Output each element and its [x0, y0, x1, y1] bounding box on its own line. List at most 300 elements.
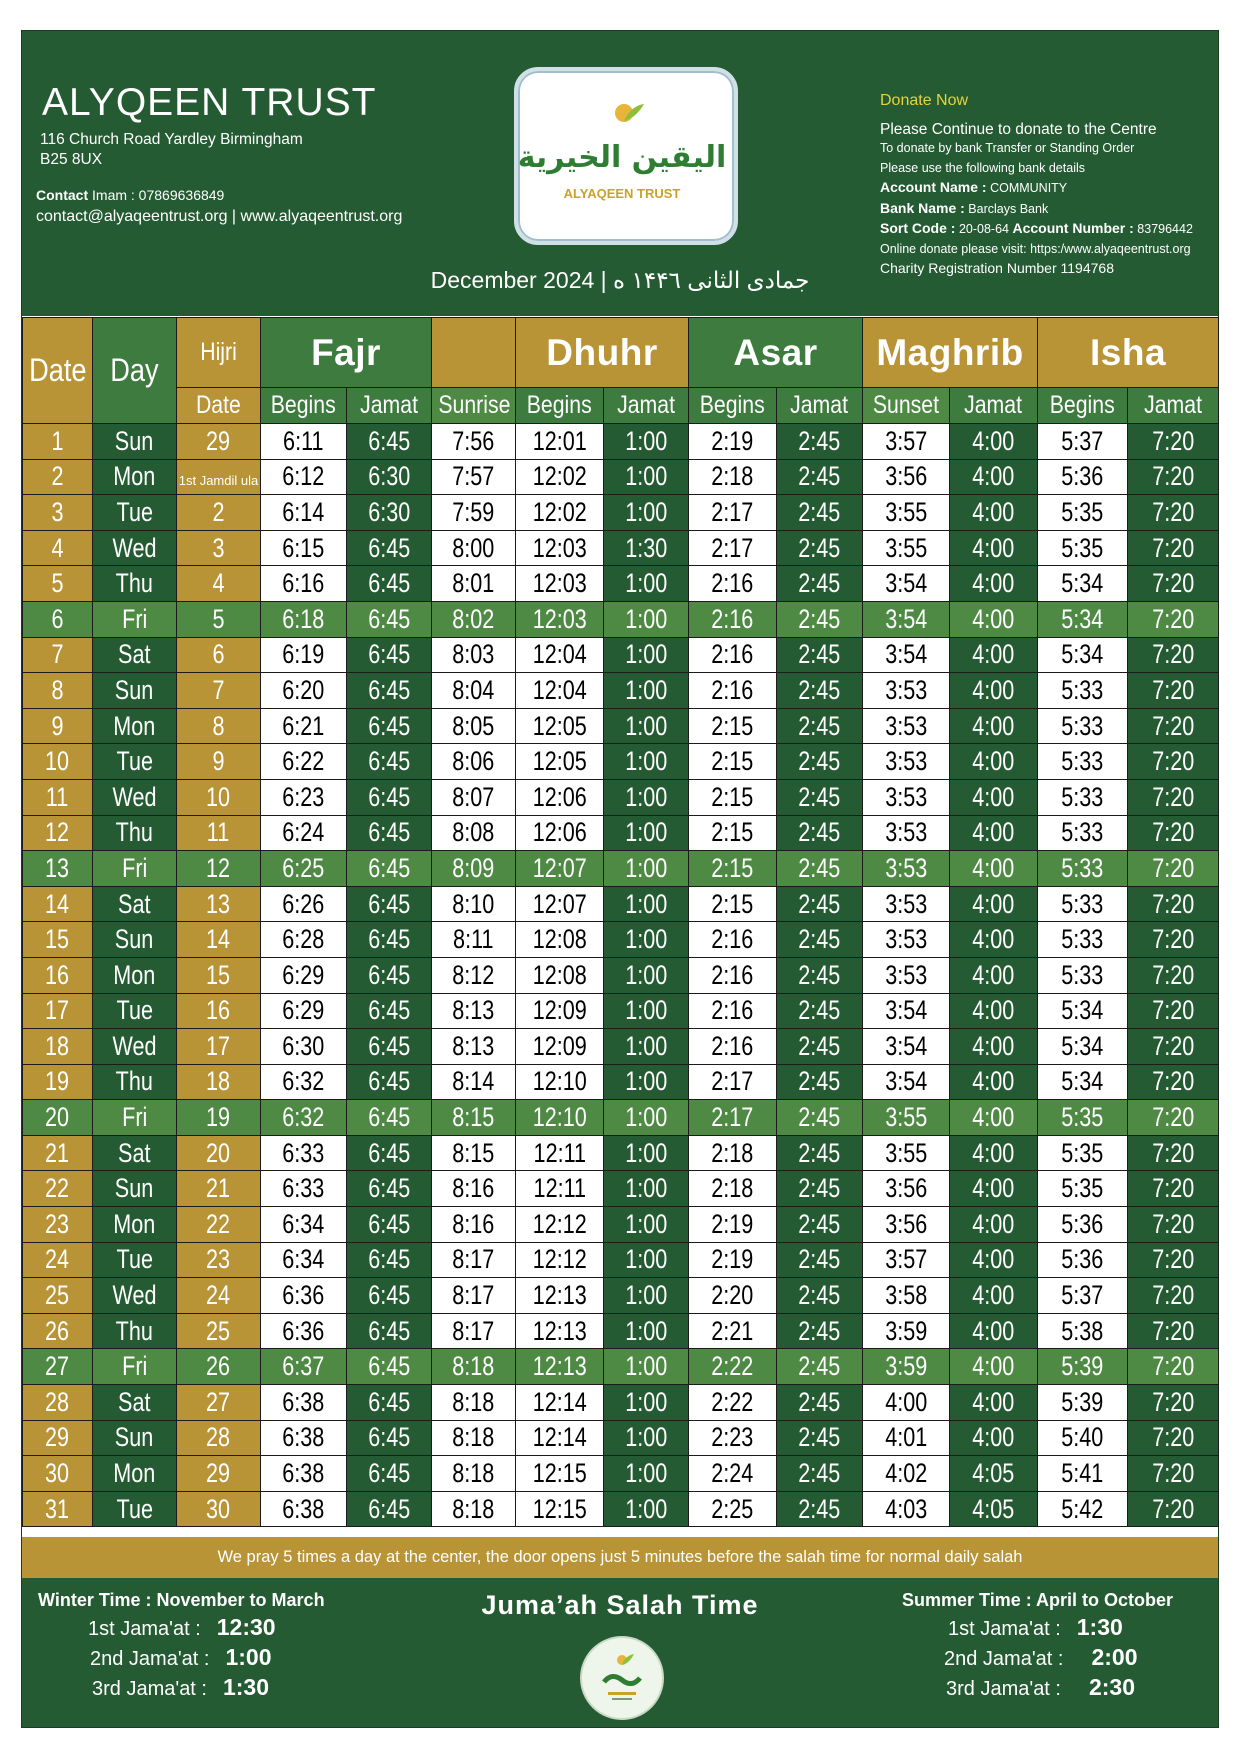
cell-day: Sat [93, 1135, 177, 1171]
cell-sunset: 3:56 [863, 1207, 950, 1243]
cell-dhuhr-jamat: 1:00 [604, 744, 689, 780]
cell-date: 18 [23, 1029, 93, 1065]
cell-dhuhr-begins: 12:06 [516, 815, 604, 851]
cell-dhuhr-begins: 12:05 [516, 744, 604, 780]
cell-sunrise: 8:11 [432, 922, 516, 958]
cell-hijri: 20 [177, 1135, 261, 1171]
cell-dhuhr-begins: 12:05 [516, 708, 604, 744]
cell-dhuhr-jamat: 1:00 [604, 1385, 689, 1421]
cell-dhuhr-begins: 12:01 [516, 424, 604, 460]
cell-sunrise: 8:06 [432, 744, 516, 780]
cell-date: 27 [23, 1349, 93, 1385]
cell-asar-begins: 2:16 [689, 922, 777, 958]
cell-date: 20 [23, 1100, 93, 1136]
cell-asar-jamat: 2:45 [777, 495, 863, 531]
cell-asar-begins: 2:19 [689, 1207, 777, 1243]
header-hijri-bottom: Date [177, 388, 261, 424]
cell-isha-begins: 5:33 [1038, 815, 1128, 851]
cell-asar-jamat: 2:45 [777, 1207, 863, 1243]
cell-isha-jamat: 7:20 [1128, 708, 1219, 744]
cell-isha-begins: 5:33 [1038, 851, 1128, 887]
cell-isha-begins: 5:35 [1038, 1171, 1128, 1207]
cell-fajr-begins: 6:15 [261, 530, 347, 566]
cell-isha-jamat: 7:20 [1128, 815, 1219, 851]
cell-sunset: 3:55 [863, 1135, 950, 1171]
cell-isha-jamat: 7:20 [1128, 1420, 1219, 1456]
cell-dhuhr-begins: 12:10 [516, 1064, 604, 1100]
contact-imam: Imam : 07869636849 [92, 187, 225, 203]
cell-dhuhr-jamat: 1:00 [604, 708, 689, 744]
cell-sunrise: 8:15 [432, 1100, 516, 1136]
cell-isha-jamat: 7:20 [1128, 1456, 1219, 1492]
cell-fajr-begins: 6:33 [261, 1135, 347, 1171]
cell-hijri: 9 [177, 744, 261, 780]
cell-dhuhr-begins: 12:15 [516, 1491, 604, 1527]
cell-hijri: 12 [177, 851, 261, 887]
cell-date: 15 [23, 922, 93, 958]
cell-fajr-begins: 6:18 [261, 601, 347, 637]
cell-sunset: 3:54 [863, 601, 950, 637]
cell-maghrib-jamat: 4:00 [950, 1064, 1038, 1100]
contact-email-web: contact@alyaqeentrust.org | www.alyaqeentrust.org [36, 208, 403, 225]
cell-asar-jamat: 2:45 [777, 957, 863, 993]
cell-sunset: 3:53 [863, 744, 950, 780]
cell-maghrib-jamat: 4:00 [950, 993, 1038, 1029]
cell-isha-begins: 5:33 [1038, 886, 1128, 922]
cell-fajr-begins: 6:37 [261, 1349, 347, 1385]
cell-dhuhr-jamat: 1:00 [604, 1171, 689, 1207]
cell-day: Wed [93, 1029, 177, 1065]
table-row [23, 566, 1219, 602]
cell-isha-begins: 5:33 [1038, 673, 1128, 709]
cell-maghrib-jamat: 4:00 [950, 601, 1038, 637]
cell-sunrise: 8:10 [432, 886, 516, 922]
cell-asar-begins: 2:25 [689, 1491, 777, 1527]
cell-hijri: 18 [177, 1064, 261, 1100]
cell-sunrise: 8:01 [432, 566, 516, 602]
cell-asar-jamat: 2:45 [777, 922, 863, 958]
donate-line-3: Please use the following bank details [880, 160, 1085, 175]
cell-sunset: 3:53 [863, 673, 950, 709]
cell-date: 24 [23, 1242, 93, 1278]
cell-sunset: 3:53 [863, 851, 950, 887]
cell-fajr-jamat: 6:45 [347, 1100, 432, 1136]
cell-fajr-begins: 6:36 [261, 1313, 347, 1349]
header-dhuhr-begins: Begins [516, 388, 604, 424]
table-row [23, 637, 1219, 673]
cell-hijri: 25 [177, 1313, 261, 1349]
header-asar-jamat: Jamat [777, 388, 863, 424]
cell-maghrib-jamat: 4:05 [950, 1456, 1038, 1492]
cell-dhuhr-jamat: 1:00 [604, 1029, 689, 1065]
table-row [23, 1491, 1219, 1527]
cell-fajr-jamat: 6:45 [347, 424, 432, 460]
cell-fajr-jamat: 6:45 [347, 815, 432, 851]
cell-maghrib-jamat: 4:00 [950, 922, 1038, 958]
header-hijri-top: Hijri [177, 318, 261, 388]
cell-dhuhr-begins: 12:14 [516, 1420, 604, 1456]
cell-sunset: 3:59 [863, 1313, 950, 1349]
cell-date: 7 [23, 637, 93, 673]
cell-sunrise: 8:16 [432, 1171, 516, 1207]
cell-asar-jamat: 2:45 [777, 637, 863, 673]
table-row [23, 1064, 1219, 1100]
cell-isha-begins: 5:40 [1038, 1420, 1128, 1456]
cell-day: Mon [93, 957, 177, 993]
cell-asar-begins: 2:15 [689, 851, 777, 887]
cell-maghrib-jamat: 4:00 [950, 1100, 1038, 1136]
header-fajr-jamat: Jamat [347, 388, 432, 424]
cell-hijri: 8 [177, 708, 261, 744]
cell-fajr-jamat: 6:45 [347, 851, 432, 887]
cell-sunrise: 8:03 [432, 637, 516, 673]
cell-hijri: 30 [177, 1491, 261, 1527]
header-dhuhr-jamat: Jamat [604, 388, 689, 424]
cell-fajr-begins: 6:33 [261, 1171, 347, 1207]
cell-asar-jamat: 2:45 [777, 886, 863, 922]
cell-dhuhr-jamat: 1:00 [604, 1420, 689, 1456]
cell-asar-begins: 2:17 [689, 1100, 777, 1136]
cell-isha-jamat: 7:20 [1128, 993, 1219, 1029]
cell-asar-begins: 2:16 [689, 601, 777, 637]
cell-isha-jamat: 7:20 [1128, 424, 1219, 460]
table-row [23, 708, 1219, 744]
cell-hijri: 14 [177, 922, 261, 958]
cell-sunset: 3:55 [863, 530, 950, 566]
cell-fajr-begins: 6:24 [261, 815, 347, 851]
cell-date: 8 [23, 673, 93, 709]
cell-isha-begins: 5:42 [1038, 1491, 1128, 1527]
org-name: ALYQEEN TRUST [42, 81, 377, 124]
table-row [23, 1349, 1219, 1385]
cell-fajr-begins: 6:20 [261, 673, 347, 709]
cell-dhuhr-begins: 12:13 [516, 1313, 604, 1349]
cell-fajr-begins: 6:21 [261, 708, 347, 744]
cell-dhuhr-jamat: 1:00 [604, 1135, 689, 1171]
cell-isha-jamat: 7:20 [1128, 1171, 1219, 1207]
cell-fajr-begins: 6:26 [261, 886, 347, 922]
table-row [23, 922, 1219, 958]
cell-day: Tue [93, 1491, 177, 1527]
logo-mark-icon [518, 71, 726, 233]
cell-day: Thu [93, 1064, 177, 1100]
header-date: Date [23, 318, 93, 424]
cell-fajr-begins: 6:36 [261, 1278, 347, 1314]
cell-date: 26 [23, 1313, 93, 1349]
cell-sunset: 3:54 [863, 1029, 950, 1065]
cell-asar-jamat: 2:45 [777, 1313, 863, 1349]
table-row [23, 886, 1219, 922]
donate-line-1: Please Continue to donate to the Centre [880, 120, 1157, 138]
cell-asar-jamat: 2:45 [777, 1278, 863, 1314]
cell-sunset: 3:53 [863, 922, 950, 958]
cell-date: 10 [23, 744, 93, 780]
cell-fajr-jamat: 6:45 [347, 1135, 432, 1171]
cell-dhuhr-jamat: 1:00 [604, 1491, 689, 1527]
table-row [23, 1385, 1219, 1421]
cell-sunrise: 8:02 [432, 601, 516, 637]
cell-dhuhr-jamat: 1:00 [604, 459, 689, 495]
header-asar: Asar [689, 318, 863, 388]
cell-asar-begins: 2:23 [689, 1420, 777, 1456]
cell-asar-jamat: 2:45 [777, 601, 863, 637]
cell-fajr-begins: 6:29 [261, 957, 347, 993]
cell-day: Sun [93, 1420, 177, 1456]
cell-dhuhr-jamat: 1:00 [604, 993, 689, 1029]
cell-maghrib-jamat: 4:00 [950, 1029, 1038, 1065]
cell-isha-begins: 5:33 [1038, 744, 1128, 780]
cell-date: 30 [23, 1456, 93, 1492]
table-row [23, 1171, 1219, 1207]
cell-hijri: 26 [177, 1349, 261, 1385]
cell-asar-begins: 2:18 [689, 459, 777, 495]
cell-sunrise: 8:13 [432, 993, 516, 1029]
cell-day: Sun [93, 673, 177, 709]
cell-isha-jamat: 7:20 [1128, 1313, 1219, 1349]
cell-dhuhr-jamat: 1:00 [604, 1100, 689, 1136]
cell-fajr-jamat: 6:30 [347, 459, 432, 495]
cell-dhuhr-begins: 12:11 [516, 1135, 604, 1171]
cell-dhuhr-jamat: 1:00 [604, 779, 689, 815]
table-row [23, 744, 1219, 780]
header-fajr: Fajr [261, 318, 432, 388]
cell-isha-begins: 5:34 [1038, 1064, 1128, 1100]
cell-dhuhr-jamat: 1:30 [604, 530, 689, 566]
cell-maghrib-jamat: 4:00 [950, 495, 1038, 531]
table-row [23, 993, 1219, 1029]
cell-sunset: 4:02 [863, 1456, 950, 1492]
cell-dhuhr-begins: 12:07 [516, 851, 604, 887]
cell-date: 21 [23, 1135, 93, 1171]
cell-asar-begins: 2:16 [689, 637, 777, 673]
cell-day: Sat [93, 637, 177, 673]
footer [22, 1578, 1218, 1727]
cell-maghrib-jamat: 4:00 [950, 424, 1038, 460]
cell-dhuhr-begins: 12:10 [516, 1100, 604, 1136]
cell-sunrise: 8:18 [432, 1420, 516, 1456]
cell-hijri: 29 [177, 1456, 261, 1492]
cell-fajr-jamat: 6:45 [347, 922, 432, 958]
cell-fajr-begins: 6:25 [261, 851, 347, 887]
cell-dhuhr-begins: 12:08 [516, 957, 604, 993]
cell-sunrise: 7:56 [432, 424, 516, 460]
cell-dhuhr-begins: 12:13 [516, 1278, 604, 1314]
cell-hijri: 11 [177, 815, 261, 851]
cell-isha-jamat: 7:20 [1128, 1278, 1219, 1314]
cell-maghrib-jamat: 4:00 [950, 779, 1038, 815]
cell-fajr-begins: 6:12 [261, 459, 347, 495]
summer-jamat-2: 2nd Jama'at : 2:00 [944, 1644, 1138, 1670]
cell-sunrise: 8:12 [432, 957, 516, 993]
cell-maghrib-jamat: 4:00 [950, 673, 1038, 709]
cell-dhuhr-begins: 12:09 [516, 1029, 604, 1065]
cell-hijri: 17 [177, 1029, 261, 1065]
cell-hijri: 21 [177, 1171, 261, 1207]
cell-asar-begins: 2:15 [689, 815, 777, 851]
cell-dhuhr-begins: 12:03 [516, 566, 604, 602]
cell-sunset: 3:54 [863, 993, 950, 1029]
cell-dhuhr-jamat: 1:00 [604, 1064, 689, 1100]
cell-date: 3 [23, 495, 93, 531]
cell-isha-begins: 5:41 [1038, 1456, 1128, 1492]
cell-dhuhr-jamat: 1:00 [604, 851, 689, 887]
cell-date: 16 [23, 957, 93, 993]
cell-sunrise: 8:14 [432, 1064, 516, 1100]
cell-dhuhr-begins: 12:03 [516, 530, 604, 566]
cell-date: 31 [23, 1491, 93, 1527]
summer-jamat-1: 1st Jama'at : 1:30 [948, 1614, 1123, 1640]
cell-fajr-begins: 6:32 [261, 1064, 347, 1100]
cell-fajr-jamat: 6:45 [347, 1207, 432, 1243]
cell-sunset: 3:53 [863, 815, 950, 851]
cell-date: 2 [23, 459, 93, 495]
cell-sunset: 3:53 [863, 886, 950, 922]
cell-sunset: 4:01 [863, 1420, 950, 1456]
cell-hijri: 10 [177, 779, 261, 815]
cell-date: 29 [23, 1420, 93, 1456]
cell-asar-jamat: 2:45 [777, 744, 863, 780]
winter-jamat-2: 2nd Jama'at : 1:00 [90, 1644, 272, 1670]
cell-asar-jamat: 2:45 [777, 459, 863, 495]
cell-sunrise: 8:17 [432, 1313, 516, 1349]
cell-fajr-jamat: 6:45 [347, 993, 432, 1029]
cell-dhuhr-jamat: 1:00 [604, 1242, 689, 1278]
table-row [23, 815, 1219, 851]
cell-asar-jamat: 2:45 [777, 1456, 863, 1492]
cell-isha-jamat: 7:20 [1128, 744, 1219, 780]
donate-panel [880, 91, 1215, 279]
cell-maghrib-jamat: 4:00 [950, 708, 1038, 744]
cell-hijri: 22 [177, 1207, 261, 1243]
cell-sunset: 3:54 [863, 637, 950, 673]
cell-day: Mon [93, 1207, 177, 1243]
cell-isha-jamat: 7:20 [1128, 1207, 1219, 1243]
table-row [23, 673, 1219, 709]
cell-sunrise: 8:16 [432, 1207, 516, 1243]
cell-isha-jamat: 7:20 [1128, 637, 1219, 673]
cell-sunset: 3:53 [863, 957, 950, 993]
month-title: December 2024 | جمادى الثانى ١۴۴٦ ه [430, 267, 810, 293]
logo-english: ALYAQEEN TRUST [563, 186, 681, 201]
cell-dhuhr-jamat: 1:00 [604, 1313, 689, 1349]
cell-date: 14 [23, 886, 93, 922]
cell-dhuhr-jamat: 1:00 [604, 424, 689, 460]
cell-isha-begins: 5:39 [1038, 1349, 1128, 1385]
cell-dhuhr-begins: 12:14 [516, 1385, 604, 1421]
cell-isha-jamat: 7:20 [1128, 495, 1219, 531]
cell-asar-begins: 2:19 [689, 1242, 777, 1278]
logo [514, 67, 738, 245]
cell-asar-jamat: 2:45 [777, 424, 863, 460]
cell-asar-begins: 2:20 [689, 1278, 777, 1314]
cell-dhuhr-begins: 12:12 [516, 1207, 604, 1243]
trust-seal [580, 1636, 664, 1720]
cell-hijri: 2 [177, 495, 261, 531]
cell-asar-jamat: 2:45 [777, 1029, 863, 1065]
cell-fajr-begins: 6:19 [261, 637, 347, 673]
jumah-title: Juma’ah Salah Time [481, 1590, 759, 1620]
header-isha-begins: Begins [1038, 388, 1128, 424]
cell-date: 13 [23, 851, 93, 887]
cell-asar-begins: 2:19 [689, 424, 777, 460]
cell-sunset: 3:55 [863, 495, 950, 531]
cell-isha-begins: 5:38 [1038, 1313, 1128, 1349]
cell-isha-jamat: 7:20 [1128, 957, 1219, 993]
cell-sunrise: 8:18 [432, 1456, 516, 1492]
cell-isha-jamat: 7:20 [1128, 530, 1219, 566]
cell-hijri: 15 [177, 957, 261, 993]
table-row [23, 1135, 1219, 1171]
table-row [23, 530, 1219, 566]
cell-asar-jamat: 2:45 [777, 1491, 863, 1527]
cell-date: 28 [23, 1385, 93, 1421]
cell-day: Tue [93, 744, 177, 780]
cell-hijri: 4 [177, 566, 261, 602]
cell-dhuhr-jamat: 1:00 [604, 566, 689, 602]
table-row [23, 1207, 1219, 1243]
cell-fajr-jamat: 6:45 [347, 1242, 432, 1278]
cell-asar-begins: 2:21 [689, 1313, 777, 1349]
cell-fajr-begins: 6:11 [261, 424, 347, 460]
cell-dhuhr-begins: 12:07 [516, 886, 604, 922]
cell-isha-begins: 5:35 [1038, 495, 1128, 531]
charity-number: Charity Registration Number 1194768 [880, 260, 1114, 276]
header-maghrib-jamat: Jamat [950, 388, 1038, 424]
cell-date: 6 [23, 601, 93, 637]
cell-asar-begins: 2:16 [689, 957, 777, 993]
cell-maghrib-jamat: 4:00 [950, 1385, 1038, 1421]
cell-hijri: 3 [177, 530, 261, 566]
cell-isha-begins: 5:34 [1038, 566, 1128, 602]
cell-asar-jamat: 2:45 [777, 1171, 863, 1207]
cell-day: Mon [93, 708, 177, 744]
cell-day: Tue [93, 1242, 177, 1278]
cell-isha-begins: 5:33 [1038, 922, 1128, 958]
cell-fajr-begins: 6:38 [261, 1385, 347, 1421]
cell-dhuhr-begins: 12:03 [516, 601, 604, 637]
summer-jamat-3: 3rd Jama'at : 2:30 [946, 1674, 1136, 1700]
cell-isha-jamat: 7:20 [1128, 1064, 1219, 1100]
cell-fajr-jamat: 6:45 [347, 1456, 432, 1492]
cell-fajr-jamat: 6:45 [347, 886, 432, 922]
cell-asar-begins: 2:18 [689, 1135, 777, 1171]
bank-name: Bank Name : Barclays Bank [880, 199, 1049, 216]
cell-date: 19 [23, 1064, 93, 1100]
table-row [23, 851, 1219, 887]
cell-sunset: 3:55 [863, 1100, 950, 1136]
donate-now-link[interactable]: Donate Now [880, 92, 969, 109]
cell-date: 4 [23, 530, 93, 566]
cell-sunrise: 8:15 [432, 1135, 516, 1171]
cell-hijri: 13 [177, 886, 261, 922]
cell-isha-jamat: 7:20 [1128, 566, 1219, 602]
cell-asar-jamat: 2:45 [777, 1100, 863, 1136]
cell-sunrise: 8:04 [432, 673, 516, 709]
cell-hijri: 23 [177, 1242, 261, 1278]
cell-maghrib-jamat: 4:00 [950, 851, 1038, 887]
cell-hijri: 16 [177, 993, 261, 1029]
cell-maghrib-jamat: 4:00 [950, 1242, 1038, 1278]
cell-dhuhr-jamat: 1:00 [604, 815, 689, 851]
cell-maghrib-jamat: 4:00 [950, 1207, 1038, 1243]
cell-sunset: 4:00 [863, 1385, 950, 1421]
cell-asar-jamat: 2:45 [777, 1385, 863, 1421]
cell-maghrib-jamat: 4:00 [950, 1313, 1038, 1349]
cell-isha-begins: 5:34 [1038, 601, 1128, 637]
cell-fajr-begins: 6:34 [261, 1207, 347, 1243]
cell-dhuhr-jamat: 1:00 [604, 637, 689, 673]
cell-sunset: 3:57 [863, 1242, 950, 1278]
